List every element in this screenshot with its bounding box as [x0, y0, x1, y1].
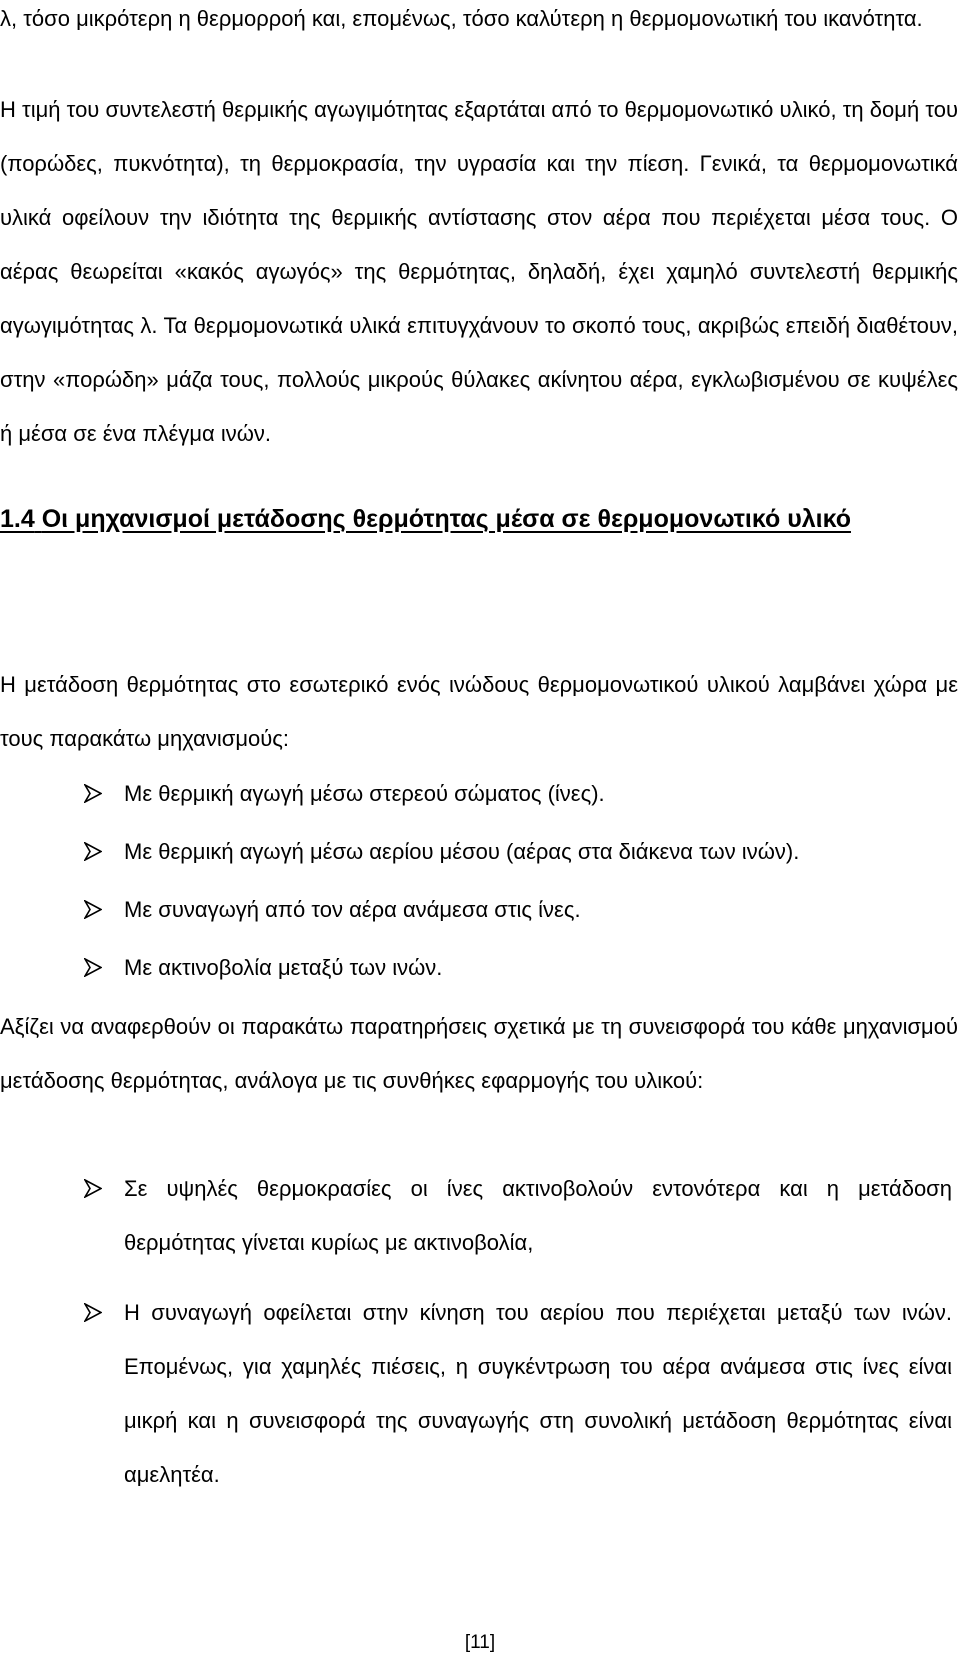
list-item	[0, 1162, 958, 1270]
arrowhead-bullet-icon	[84, 1162, 108, 1216]
section-number: 1.4	[0, 505, 35, 533]
section-title: Οι μηχανισμοί μετάδοσης θερμότητας μέσα σε θερμομονωτικό υλικό	[41, 505, 851, 533]
arrowhead-bullet-icon	[84, 1286, 108, 1340]
mechanisms-list	[0, 767, 958, 999]
list-item	[0, 941, 958, 995]
paragraph-4: Αξίζει να αναφερθούν οι παρακάτω παρατηρήσεις σχετικά με τη συνεισφορά του κάθε μηχανισμού μετάδοσης θερμότητας, ανάλογα με τις συνθήκες εφαρμογής του υλικού:	[0, 1014, 958, 1093]
paragraph-3: Η μετάδοση θερμότητας στο εσωτερικό ενός ινώδους θερμομονωτικού υλικού λαμβάνει χώρα με τους παρακάτω μηχανισμούς:	[0, 672, 958, 751]
list-item	[0, 825, 958, 879]
list-item-text: Με θερμική αγωγή μέσω αερίου μέσου (αέρας στα διάκενα των ινών).	[124, 839, 800, 864]
list-item-text: Η συναγωγή οφείλεται στην κίνηση του αερίου που περιέχεται μεταξύ των ινών. Επομένως, για χαμηλές πιέσεις, η συγκέντρωση του αέρα ανάμεσα στις ίνες είναι μικρή και η συνεισφορά της συναγωγής στη συνολική μετάδοση θερμότητας είναι αμελητέα.	[124, 1300, 952, 1487]
arrowhead-bullet-icon	[84, 883, 108, 937]
list-item	[0, 883, 958, 937]
page-number: [11]	[464, 1632, 496, 1653]
arrowhead-bullet-icon	[84, 825, 108, 879]
list-item-text: Σε υψηλές θερμοκρασίες οι ίνες ακτινοβολούν εντονότερα και η μετάδοση θερμότητας γίνεται κυρίως με ακτινοβολία,	[124, 1176, 952, 1255]
arrowhead-bullet-icon	[84, 941, 108, 995]
paragraph-1: λ, τόσο μικρότερη η θερμορροή και, επομένως, τόσο καλύτερη η θερμομονωτική του ικανότητα.	[0, 6, 923, 31]
arrowhead-bullet-icon	[84, 767, 108, 821]
list-item-text: Με θερμική αγωγή μέσω στερεού σώματος (ίνες).	[124, 781, 605, 806]
paragraph-2: Η τιμή του συντελεστή θερμικής αγωγιμότητας εξαρτάται από το θερμομονωτικό υλικό, τη δομή του (πορώδες, πυκνότητα), τη θερμοκρασία, την υγρασία και την πίεση. Γενικά, τα θερμομονωτικά υλικά οφείλουν την ιδιότητα της θερμικής αντίστασης στον αέρα που περιέχεται μέσα τους. Ο αέρας θεωρείται «κακός αγωγός» της θερμότητας, δηλαδή, έχει χαμηλό συντελεστή θερμικής αγωγιμότητας λ. Τα θερμομονωτικά υλικά επιτυγχάνουν το σκοπό τους, ακριβώς επειδή διαθέτουν, στην «πορώδη» μάζα τους, πολλούς μικρούς θύλακες ακίνητου αέρα, εγκλωβισμένου σε κυψέλες ή μέσα σε ένα πλέγμα ινών.	[0, 97, 958, 446]
list-item	[0, 1286, 958, 1502]
list-item-text: Με ακτινοβολία μεταξύ των ινών.	[124, 955, 443, 980]
section-heading	[0, 479, 958, 559]
list-item-text: Με συναγωγή από τον αέρα ανάμεσα στις ίνες.	[124, 897, 581, 922]
list-item	[0, 767, 958, 821]
observations-list	[0, 1162, 958, 1518]
